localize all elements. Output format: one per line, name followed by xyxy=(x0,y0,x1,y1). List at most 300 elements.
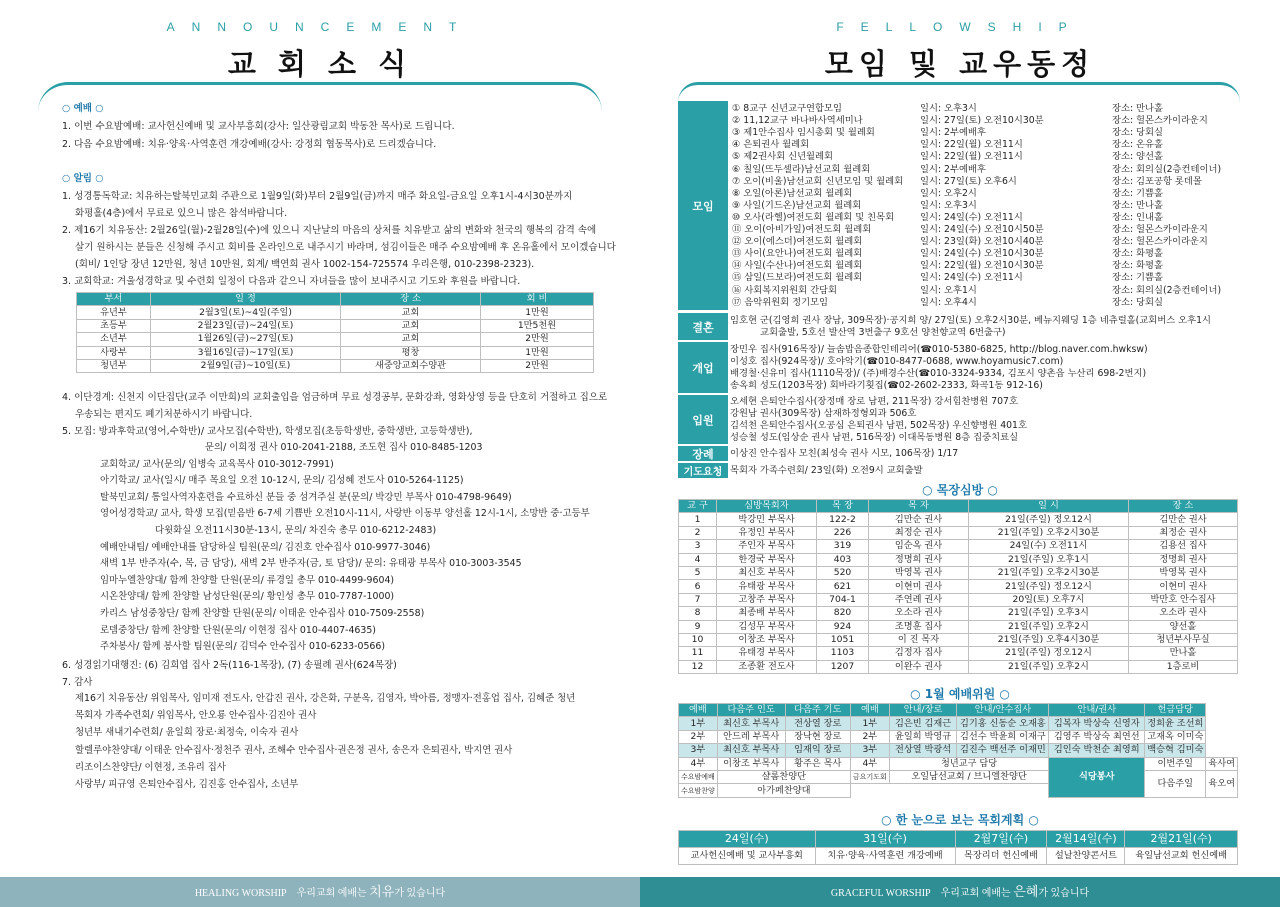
thanks-item: 할렐루야찬양대/ 이태운 안수집사·정천주 권사, 조해수 안수집사·권은정 권사, 송은자 은퇴권사, 박지연 권사 xyxy=(75,744,513,756)
table-cell: 김용선 집사 xyxy=(1129,540,1238,553)
col-header: 교 구 xyxy=(679,500,717,513)
meeting-place: 장소: 당회실 xyxy=(1112,127,1163,139)
meeting-name: ① 8교구 신년교구연합모임 xyxy=(732,103,842,114)
meeting-name: ⑩ 오사(라헬)여전도회 월례회 및 친목회 xyxy=(732,211,895,223)
section-head-worship: ○ 예배 ○ xyxy=(62,103,104,114)
table-cell: 226 xyxy=(817,526,869,539)
table-cell: 520 xyxy=(817,566,869,579)
table-cell: 1 xyxy=(679,513,717,526)
thanks-item: 청년부 새내기수련회/ 윤일희 장로·최정숙, 이숙자 권사 xyxy=(75,727,299,739)
table-row xyxy=(679,540,1238,553)
worship-line-2: 2. 다음 수요밤예배: 치유·양육·사역훈련 개강예배(강사: 강정희 협동목사)로 드리겠습니다. xyxy=(62,139,437,150)
plan-date: 24일(수) xyxy=(679,831,816,848)
table-cell: 임순옥 권사 xyxy=(869,540,969,553)
table-cell: 김은빈 김재근 xyxy=(889,717,957,730)
plan-item: 설날찬양콘서트 xyxy=(1047,848,1125,865)
notice-1a: 1. 성경통독학교: 치유하는탈북민교회 주관으로 1월9일(화)부터 2월9일(금)까지 매주 화요일-금요일 오후1시-4시30분까지 xyxy=(62,191,573,202)
table-cell: 최신호 부목사 xyxy=(717,744,785,757)
notice-2a: 2. 제16기 치유동산: 2월26일(월)-2월28일(수)에 있으니 지난날의 마음의 상처를 치유받고 삶의 변화와 천국의 행복의 감격 속에 xyxy=(62,225,597,236)
meeting-time: 일시: 22일(월) 오전10시30분 xyxy=(920,260,1044,272)
footer-emph: 은혜 xyxy=(1013,884,1039,899)
table-cell: 최신호 부목사 xyxy=(717,717,785,730)
meeting-place: 장소: 양선홀 xyxy=(1112,151,1163,163)
table-cell: 21일(주일) 정오12시 xyxy=(969,580,1129,593)
table-cell: 21일(주일) 오후1시 xyxy=(969,553,1129,566)
recruit-item: 다윗화실 오전11시30분-13시, 문의/ 차진숙 총무 010-6212-2483) xyxy=(155,525,437,536)
table-cell: 청년교구 담당 xyxy=(889,757,1049,770)
col-header: 예배 xyxy=(679,704,718,717)
meeting-time: 일시: 2부예배후 xyxy=(920,127,986,139)
meeting-place: 장소: 인내홀 xyxy=(1112,211,1163,223)
table-cell: 2월9일(금)~10일(토) xyxy=(151,359,341,372)
table-cell: 이현미 권사 xyxy=(1129,580,1238,593)
thanks-item: 제16기 치유동산/ 위임목사, 임미재 전도사, 안갑진 권사, 강은화, 구분옥, 김영자, 박아름, 정맹자·전홍업 집사, 김혜준 청년 xyxy=(75,693,576,704)
wedding-line-1: 임호현 군(김영희 권사 장남, 309목장)·공지희 양/ 27일(토) 오후2시30분, 베뉴지웨딩 1층 네츄럴홀(교회버스 오후1시 xyxy=(730,315,1212,326)
meeting-name: ⑪ 오이(아비가일)여전도회 월례회 xyxy=(732,224,872,235)
table-cell: 오소라 권사 xyxy=(869,607,969,620)
table-cell: 2월23일(금)~24일(토) xyxy=(151,319,341,332)
thanks-item: 리조이스찬양단/ 이현정, 조유리 집사 xyxy=(75,761,226,773)
col-header: 일 시 xyxy=(969,500,1129,513)
meeting-time: 일시: 22일(월) 오전11시 xyxy=(920,151,1023,163)
visit-title: ○ 목장심방 ○ xyxy=(922,483,998,497)
table-cell: 3부 xyxy=(850,744,889,757)
col-header: 예배 xyxy=(850,704,889,717)
table-cell: 전상열 박광석 xyxy=(889,744,957,757)
meeting-place: 장소: 회의실(2층컨테이너) xyxy=(1112,163,1222,175)
table-cell: 조명훈 집사 xyxy=(869,620,969,633)
meeting-place: 장소: 김포공항 롯데몰 xyxy=(1112,175,1202,187)
meeting-time: 일시: 22일(월) 오전11시 xyxy=(920,139,1023,151)
table-cell: 주연례 권사 xyxy=(869,593,969,606)
meeting-time: 일시: 오후3시 xyxy=(920,199,977,211)
table-cell: 4 xyxy=(679,553,717,566)
table-row xyxy=(77,333,594,346)
thanks-item: 사랑부/ 피규영 은퇴안수집사, 김진홍 안수집사, 소년부 xyxy=(75,779,299,790)
meeting-place: 장소: 회의실(2층컨테이너) xyxy=(1112,284,1222,296)
footer-text: 가 있습니다 xyxy=(394,888,446,899)
table-cell: 오일남선교회 / 브니엘찬양단 xyxy=(889,770,1049,783)
recruit-item: 주차봉사/ 함께 봉사할 팀원(문의/ 김덕수 안수집사 010-6233-0566) xyxy=(100,641,386,653)
notice-4a: 4. 이단경계: 신천지 이단집단(교주 이만희)의 교회출입을 엄금하며 무료 성경공부, 문화강좌, 영화상영 등을 단호히 거절하고 집으로 xyxy=(62,392,608,403)
meetings-label: 모임 xyxy=(678,101,728,310)
table-cell: 박만호 안수집사 xyxy=(1129,593,1238,606)
table-cell: 21일(주일) 오후2시 xyxy=(969,660,1129,673)
table-cell: 4부 xyxy=(679,757,718,770)
table-cell: 소년부 xyxy=(77,333,151,346)
table-row xyxy=(679,757,1238,770)
table-row xyxy=(77,346,594,359)
table-row xyxy=(679,580,1238,593)
meeting-place: 장소: 온유홀 xyxy=(1112,139,1163,151)
table-cell: 1051 xyxy=(817,633,869,646)
table-row xyxy=(679,660,1238,673)
table-cell xyxy=(850,784,1048,797)
table-cell: 1부 xyxy=(679,717,718,730)
footer-label: GRACEFUL WORSHIP xyxy=(830,888,931,899)
meeting-name: ④ 은퇴권사 월례회 xyxy=(732,139,810,151)
meal-label: 식당봉사 xyxy=(1049,757,1145,797)
col-header: 다음주 인도 xyxy=(717,704,785,717)
footer-text: 우리교회 예배는 xyxy=(940,888,1014,899)
table-cell: 장낙현 장로 xyxy=(785,730,850,743)
table-cell: 1층로비 xyxy=(1129,660,1238,673)
meal-week: 이번주일 xyxy=(1145,757,1206,770)
table-row xyxy=(679,770,1238,783)
table-cell: 최정순 권사 xyxy=(869,526,969,539)
table-cell: 수요밤예배 xyxy=(679,770,718,783)
meeting-name: ⑬ 사이(요안나)여전도회 월례회 xyxy=(732,248,863,260)
table-cell: 6 xyxy=(679,580,717,593)
meeting-place: 장소: 헐몬스카이라운지 xyxy=(1112,236,1208,248)
visit-table xyxy=(678,499,1238,674)
right-footer xyxy=(640,877,1280,907)
table-cell: 아가페찬양대 xyxy=(717,784,850,797)
table-cell: 청년부 xyxy=(77,359,151,372)
notice-2b: 살기 원하시는 분들은 신청해 주시고 회비를 온라인으로 내주시기 바라며, 섬김이들은 매주 수요밤예배 후 온유홀에서 모이겠습니다 xyxy=(75,242,616,253)
table-cell: 10 xyxy=(679,633,717,646)
col-header: 장 소 xyxy=(341,293,481,306)
table-cell: 샬롬찬양단 xyxy=(717,770,850,783)
notice-3: 3. 교회학교: 겨울성경학교 및 수련회 일정이 다음과 같으니 자녀들을 많이 보내주시고 기도와 후원을 바랍니다. xyxy=(62,276,521,287)
table-cell: 박영복 권사 xyxy=(869,566,969,579)
col-header: 장 소 xyxy=(1129,500,1238,513)
footer-text: 가 있습니다 xyxy=(1038,888,1090,899)
table-cell: 21일(주일) 오후2시30분 xyxy=(969,566,1129,579)
meeting-time: 일시: 오후4시 xyxy=(920,296,977,308)
wedding-label: 결혼 xyxy=(678,313,728,340)
table-row xyxy=(679,593,1238,606)
left-footer xyxy=(0,877,640,907)
table-cell: 1103 xyxy=(817,647,869,660)
table-cell: 유태광 부목사 xyxy=(717,580,817,593)
table-row xyxy=(679,607,1238,620)
table-cell: 금요기도회 xyxy=(850,770,889,783)
notice-6: 6. 성경읽기대행진: (6) 김희엽 집사 2독(116-1목장), (7) 송필례 권사(624목장) xyxy=(62,660,397,671)
fellowship-title: 모임 및 교우동정 xyxy=(824,47,1096,81)
notice-4b: 우송되는 편지도 폐기처분하시기 바랍니다. xyxy=(75,409,253,420)
recruit-item: 문의/ 이희정 권사 010-2041-2188, 조도현 집사 010-8485-1203 xyxy=(205,442,483,453)
meeting-name: ⑦ 오이(비울)남선교회 신년모임 및 월례회 xyxy=(732,175,904,187)
table-cell: 윤일희 박영규 xyxy=(889,730,957,743)
table-row xyxy=(679,744,1238,757)
col-header: 목 자 xyxy=(869,500,969,513)
table-cell: 20일(토) 오후7시 xyxy=(969,593,1129,606)
table-cell: 수요밤찬양 xyxy=(679,784,718,797)
table-cell: 이완수 권사 xyxy=(869,660,969,673)
decorative-arc xyxy=(678,82,1240,102)
table-cell: 황주은 목사 xyxy=(785,757,850,770)
table-cell: 정명희 권사 xyxy=(869,553,969,566)
meeting-time: 일시: 27일(토) 오후6시 xyxy=(920,175,1017,187)
table-cell: 고재옥 이미숙 xyxy=(1145,730,1206,743)
announcement-kicker: ANNOUNCEMENT xyxy=(166,20,474,34)
table-cell: 21일(주일) 오후2시30분 xyxy=(969,526,1129,539)
table-cell: 김만순 권사 xyxy=(869,513,969,526)
table-cell: 교회 xyxy=(341,319,481,332)
section-head-notice: ○ 알림 ○ xyxy=(62,173,104,184)
recruit-item: 임마누엘찬양대/ 함께 찬양할 단원(문의/ 류경일 총무 010-4499-9604) xyxy=(100,574,395,586)
table-cell: 이현미 권사 xyxy=(869,580,969,593)
meeting-name: ⑯ 사회복지위원회 간담회 xyxy=(732,284,838,296)
table-cell: 유년부 xyxy=(77,306,151,319)
table-cell: 3월16일(금)~17일(토) xyxy=(151,346,341,359)
table-cell: 2부 xyxy=(679,730,718,743)
col-header: 안내/장로 xyxy=(889,704,957,717)
table-cell: 4부 xyxy=(850,757,889,770)
plan-item: 육일남선교회 헌신예배 xyxy=(1125,848,1238,865)
table-cell: 2 xyxy=(679,526,717,539)
table-cell: 2부 xyxy=(850,730,889,743)
meeting-name: ⑰ 음악위원회 정기모임 xyxy=(732,296,829,308)
recruit-item: 시온찬양대/ 함께 찬양할 남성단원(문의/ 황인성 총무 010-7787-1000) xyxy=(100,591,395,603)
table-cell: 박영복 권사 xyxy=(1129,566,1238,579)
meeting-name: ⑥ 칠일(뜨두셀라)남선교회 월례회 xyxy=(732,163,871,175)
table-cell: 21일(주일) 오후2시 xyxy=(969,620,1129,633)
table-cell: 초등부 xyxy=(77,319,151,332)
table-cell: 김영주 박상숙 최연선 xyxy=(1049,730,1145,743)
col-header: 일 정 xyxy=(151,293,341,306)
meeting-name: ⑭ 사일(수산나)여전도회 월례회 xyxy=(732,260,863,272)
recruit-item: 탈북민교회/ 통일사역자훈련을 수료하신 분들 중 섬겨주실 분(문의/ 박강민 부목사 010-4798-9649) xyxy=(100,491,512,503)
table-cell: 전상열 장로 xyxy=(785,717,850,730)
col-header: 헌금담당 xyxy=(1145,704,1206,717)
table-cell: 교회 xyxy=(341,306,481,319)
hospital-line-4: 성승철 성도(임상순 권사 남편, 516목장) 이대목동병원 8층 집중치료실 xyxy=(730,432,1019,443)
table-cell: 조종환 전도사 xyxy=(717,660,817,673)
meeting-time: 일시: 오후3시 xyxy=(920,103,977,114)
table-cell: 1월26일(금)~27일(토) xyxy=(151,333,341,346)
meeting-name: ⑤ 제2권사회 신년월례회 xyxy=(732,151,833,163)
table-row xyxy=(77,319,594,332)
table-cell: 924 xyxy=(817,620,869,633)
table-cell: 21일(주일) 오후4시30분 xyxy=(969,633,1129,646)
table-row xyxy=(679,647,1238,660)
recruit-item: 예배안내팀/ 예배안내를 담당하실 팀원(문의/ 김진호 안수집사 010-9977-3046) xyxy=(100,541,431,553)
table-cell: 9 xyxy=(679,620,717,633)
table-row xyxy=(679,526,1238,539)
table-cell: 유태경 부목사 xyxy=(717,647,817,660)
school-schedule-table xyxy=(76,292,594,373)
plan-date: 2월21일(수) xyxy=(1125,831,1238,848)
announcement-title: 교 회 소 식 xyxy=(227,47,413,81)
table-cell: 이 진 목자 xyxy=(869,633,969,646)
plan-item: 목장리더 헌신예배 xyxy=(955,848,1047,865)
table-cell: 청년부사무실 xyxy=(1129,633,1238,646)
meeting-name: ⑫ 오이(에스더)여전도회 월례회 xyxy=(732,236,863,248)
table-row xyxy=(679,633,1238,646)
table-cell: 최종배 부목사 xyxy=(717,607,817,620)
footer-text: 우리교회 예배는 xyxy=(296,888,370,899)
table-cell: 122-2 xyxy=(817,513,869,526)
recruit-item: 교회학교/ 교사(문의/ 임병숙 교육목사 010-3012-7991) xyxy=(100,458,334,470)
table-cell: 정희윤 조선희 xyxy=(1145,717,1206,730)
meeting-place: 장소: 기쁨홀 xyxy=(1112,272,1163,284)
table-cell: 1만원 xyxy=(481,306,594,319)
col-header: 다음주 기도 xyxy=(785,704,850,717)
table-cell: 김성무 부목사 xyxy=(717,620,817,633)
table-cell: 1부 xyxy=(850,717,889,730)
meeting-name: ② 11,12교구 바나바사역세미나 xyxy=(732,115,863,127)
table-cell: 1만원 xyxy=(481,346,594,359)
meeting-place: 장소: 헐몬스카이라운지 xyxy=(1112,224,1208,235)
table-row xyxy=(679,553,1238,566)
recruit-item: 아기학교/ 교사(일시/ 매주 목요일 오전 10-12시, 문의/ 김성혜 전도사 010-5264-1125) xyxy=(100,475,464,487)
table-row xyxy=(77,359,594,372)
table-cell: 21일(주일) 오후3시 xyxy=(969,607,1129,620)
meeting-time: 일시: 27일(토) 오전10시30분 xyxy=(920,115,1044,127)
meeting-place: 장소: 당회실 xyxy=(1112,296,1163,308)
table-cell: 이창조 부목사 xyxy=(717,633,817,646)
funeral-label: 장례 xyxy=(678,446,728,461)
funeral-text: 이상진 안수집사 모친(최성숙 권사 시모, 106목장) 1/17 xyxy=(730,448,959,459)
table-cell: 621 xyxy=(817,580,869,593)
table-cell: 21일(주일) 정오12시 xyxy=(969,647,1129,660)
opening-label: 개업 xyxy=(678,342,728,393)
recruit-item: 로뎀중창단/ 함께 찬양할 단원(문의/ 이현정 집사 010-4407-4635) xyxy=(100,624,376,636)
plan-date: 2월14일(수) xyxy=(1047,831,1125,848)
plan-title: ○ 한 눈으로 보는 목회계획 ○ xyxy=(881,813,1039,827)
table-row xyxy=(679,620,1238,633)
table-cell: 고창주 부목사 xyxy=(717,593,817,606)
col-header: 안내/권사 xyxy=(1049,704,1145,717)
hospital-line-2: 강원남 권사(309목장) 삼재하정형외과 506호 xyxy=(730,408,917,419)
col-header: 안내/안수집사 xyxy=(957,704,1049,717)
fellowship-kicker: FELLOWSHIP xyxy=(836,20,1084,34)
meeting-time: 일시: 오후1시 xyxy=(920,284,977,296)
footer-label: HEALING WORSHIP xyxy=(194,888,287,899)
table-row xyxy=(679,717,1238,730)
table-row xyxy=(679,566,1238,579)
notice-7: 7. 감사 xyxy=(62,677,93,688)
prayer-text: 목회자 가족수련회/ 23일(화) 오전9시 교회출발 xyxy=(730,465,923,476)
table-cell: 백승혁 김미숙 xyxy=(1145,744,1206,757)
hospital-line-1: 오세현 은퇴안수집사(장정매 장로 남편, 211목장) 강서힘찬병원 707호 xyxy=(730,396,1018,407)
serve-title: ○ 1월 예배위원 ○ xyxy=(910,687,1010,701)
plan-item: 치유·양육·사역훈련 개강예배 xyxy=(815,848,955,865)
table-cell: 5 xyxy=(679,566,717,579)
plan-table xyxy=(678,830,1238,865)
table-cell: 정명희 권사 xyxy=(1129,553,1238,566)
table-cell: 김기홍 신동순 오재홍 xyxy=(957,717,1049,730)
meeting-time: 일시: 24일(수) 오전10시30분 xyxy=(920,248,1044,260)
hospital-line-3: 김석천 은퇴안수집사(오공심 은퇴권사 남편, 502목장) 우신향병원 401호 xyxy=(730,420,1027,431)
table-cell: 820 xyxy=(817,607,869,620)
meeting-name: ⑮ 삼일(드보라)여전도회 월례회 xyxy=(732,272,863,284)
table-cell: 2만원 xyxy=(481,359,594,372)
meal-team: 육사여 xyxy=(1206,757,1238,770)
table-cell: 김진수 백선주 이재민 xyxy=(957,744,1049,757)
table-cell: 21일(주일) 정오12시 xyxy=(969,513,1129,526)
col-header: 회 비 xyxy=(481,293,594,306)
worship-line-1: 1. 이번 수요밤예배: 교사헌신예배 및 교사부흥회(강사: 일산광림교회 박동찬 목사)로 드립니다. xyxy=(62,121,455,132)
table-cell: 유정인 부목사 xyxy=(717,526,817,539)
table-cell: 11 xyxy=(679,647,717,660)
table-cell: 김복자 박상숙 신영자 xyxy=(1049,717,1145,730)
meeting-time: 일시: 24일(수) 오전11시 xyxy=(920,211,1023,223)
table-cell: 평창 xyxy=(341,346,481,359)
table-cell: 3 xyxy=(679,540,717,553)
table-cell: 김정자 집사 xyxy=(869,647,969,660)
table-cell: 한경국 부목사 xyxy=(717,553,817,566)
serve-table xyxy=(678,703,1238,798)
meeting-place: 장소: 화평홀 xyxy=(1112,260,1163,272)
table-cell: 1만5천원 xyxy=(481,319,594,332)
meeting-time: 일시: 24일(수) 오전11시 xyxy=(920,272,1023,284)
table-cell: 이창조 부목사 xyxy=(717,757,785,770)
table-row xyxy=(679,513,1238,526)
table-cell: 최정순 권사 xyxy=(1129,526,1238,539)
col-header: 목 장 xyxy=(817,500,869,513)
prayer-label: 기도요청 xyxy=(678,463,728,478)
meeting-name: ③ 제1안수집사 임시총회 및 월례회 xyxy=(732,127,875,139)
recruit-item: 카리스 남성중창단/ 함께 찬양할 단원(문의/ 이태운 안수집사 010-7509-2558) xyxy=(100,608,425,619)
col-header: 부서 xyxy=(77,293,151,306)
table-cell: 사랑부 xyxy=(77,346,151,359)
notice-2c: (회비/ 1인당 장년 12만원, 청년 10만원, 회계/ 백연희 권사 1002-154-725574 우리은행, 010-2398-2323). xyxy=(75,259,535,270)
table-cell: 새중앙교회수양관 xyxy=(341,359,481,372)
meeting-place: 장소: 기쁨홀 xyxy=(1112,187,1163,199)
table-cell: 2월3일(토)~4일(주일) xyxy=(151,306,341,319)
meal-team: 육오여 xyxy=(1206,770,1238,797)
meeting-name: ⑨ 사일(기드온)남선교회 월례회 xyxy=(732,199,862,211)
table-cell: 임재익 장로 xyxy=(785,744,850,757)
opening-line-4: 송옥희 성도(1203목장) 회바라기횟집(☎02-2602-2333, 화곡1동 912-16) xyxy=(730,380,1043,391)
plan-item: 교사헌신예배 및 교사부흥회 xyxy=(679,848,816,865)
opening-line-1: 장민우 집사(916목장)/ 늘솜밥음종합인테리어(☎010-5380-6825, http://blog.naver.com.hwksw) xyxy=(730,344,1148,355)
table-cell: 주인자 부목사 xyxy=(717,540,817,553)
recruit-item: 영어성경학교/ 교사, 학생 모집(믿음반 6-7세 기쁨반 오전10시-11시, 사랑반 이동부 양선홀 12시-1시, 소망반 중·고등부 xyxy=(100,508,590,520)
meeting-name: ⑧ 오일(아론)남선교회 월례회 xyxy=(732,187,853,199)
table-cell: 24일(수) 오전11시 xyxy=(969,540,1129,553)
meeting-place: 장소: 만나홀 xyxy=(1112,199,1163,211)
table-cell: 교회 xyxy=(341,333,481,346)
thanks-item: 목회자 가족수련회/ 위임목사, 안오룡 안수집사·김진아 권사 xyxy=(75,710,317,722)
footer-emph: 치유 xyxy=(369,884,395,899)
table-cell: 오소라 권사 xyxy=(1129,607,1238,620)
meeting-time: 일시: 오후2시 xyxy=(920,187,977,199)
hospital-label: 입원 xyxy=(678,395,728,444)
table-cell: 7 xyxy=(679,593,717,606)
table-cell: 704-1 xyxy=(817,593,869,606)
meal-week: 다음주일 xyxy=(1145,770,1206,797)
table-cell: 319 xyxy=(817,540,869,553)
meeting-time: 일시: 23일(화) 오전10시40분 xyxy=(920,236,1044,248)
meeting-place: 장소: 헐몬스카이라운지 xyxy=(1112,115,1208,127)
table-cell: 양선홀 xyxy=(1129,620,1238,633)
table-cell: 안드레 부목사 xyxy=(717,730,785,743)
meeting-place: 장소: 화평홀 xyxy=(1112,248,1163,260)
table-cell: 2만원 xyxy=(481,333,594,346)
table-cell: 김인숙 박천순 최영희 xyxy=(1049,744,1145,757)
table-cell: 김만순 권사 xyxy=(1129,513,1238,526)
table-cell: 박강민 부목사 xyxy=(717,513,817,526)
table-cell: 최신호 부목사 xyxy=(717,566,817,579)
wedding-line-2: 교회출발, 5호선 발산역 3번출구 9호선 양천향교역 6번출구) xyxy=(760,327,1006,338)
table-cell: 만나홀 xyxy=(1129,647,1238,660)
opening-line-2: 이성호 집사(924목장)/ 호야악기(☎010-8477-0688, www.hoyamusic7.com) xyxy=(730,356,1064,367)
notice-1b: 화평홀(4층)에서 무료로 있으니 많은 참석바랍니다. xyxy=(75,208,288,219)
table-cell: 1207 xyxy=(817,660,869,673)
table-cell: 8 xyxy=(679,607,717,620)
plan-date: 2월7일(수) xyxy=(955,831,1047,848)
col-header: 심방목회자 xyxy=(717,500,817,513)
table-row xyxy=(77,306,594,319)
table-cell: 김선수 박윤희 이재구 xyxy=(957,730,1049,743)
meeting-time: 일시: 24일(수) 오전10시50분 xyxy=(920,224,1044,235)
table-cell: 3부 xyxy=(679,744,718,757)
table-cell: 403 xyxy=(817,553,869,566)
